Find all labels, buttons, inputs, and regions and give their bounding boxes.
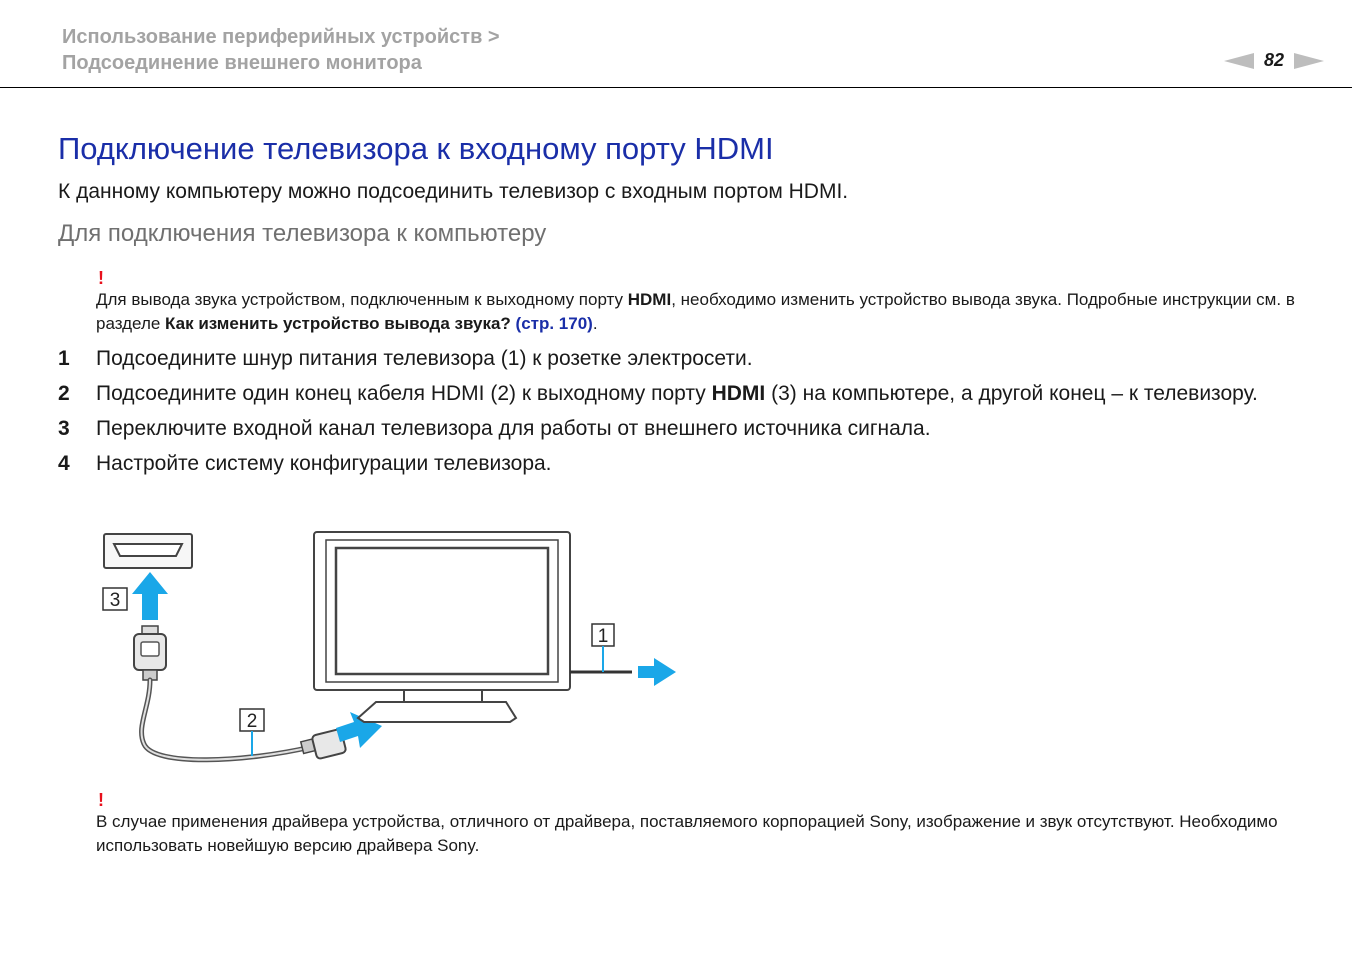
- page-number: 82: [1263, 50, 1284, 70]
- note-audio: ! Для вывода звука устройством, подключенным к выходному порту HDMI, необходимо изменить устройство вывода звука. Подробные инструкции см. в разделе Как изменить устройство вывода звука? (стр. 170).: [96, 268, 1295, 333]
- hdmi-port-icon: [104, 534, 192, 568]
- svg-text:3: 3: [109, 590, 121, 611]
- intro-text: К данному компьютеру можно подсоединить телевизор с входным портом HDMI.: [58, 180, 849, 203]
- tv-connection-diagram: [96, 522, 696, 772]
- warning-icon: !: [98, 268, 104, 288]
- header-divider: [0, 87, 1352, 88]
- hdmi-plug-icon: [134, 626, 166, 680]
- list-item: 1 Подсоедините шнур питания телевизора (1) к розетке электросети.: [58, 347, 753, 370]
- svg-text:1: 1: [597, 626, 609, 647]
- hdmi-cable: [142, 680, 311, 760]
- section-subtitle: Для подключения телевизора к компьютеру: [58, 220, 547, 247]
- warning-icon: !: [98, 790, 104, 810]
- page-navigation: [1224, 50, 1324, 71]
- callout-3: [103, 588, 127, 611]
- next-page-icon[interactable]: [1294, 53, 1324, 69]
- note-driver: ! В случае применения драйвера устройства, отличного от драйвера, поставляемого корпорацией Sony, изображение и звук отсутствуют. Необходимо использовать новейшую версию драйвера Sony.: [96, 788, 1296, 858]
- breadcrumb-current: Подсоединение внешнего монитора: [62, 52, 422, 74]
- breadcrumb-parent[interactable]: Использование периферийных устройств >: [62, 26, 500, 48]
- breadcrumb: [62, 24, 500, 76]
- list-item: 3 Переключите входной канал телевизора для работы от внешнего источника сигнала.: [58, 417, 931, 440]
- outlet-arrow-icon: [638, 658, 676, 686]
- list-item: 2 Подсоедините один конец кабеля HDMI (2) к выходному порту HDMI (3) на компьютере, а другой конец – к телевизору.: [58, 382, 1258, 405]
- tv-icon: [314, 532, 570, 722]
- svg-text:2: 2: [246, 711, 258, 732]
- steps-list: [58, 344, 1288, 484]
- page-title: Подключение телевизора к входному порту HDMI: [58, 131, 774, 166]
- callout-1: [592, 624, 614, 672]
- previous-page-icon[interactable]: [1224, 53, 1254, 69]
- up-arrow-icon: [132, 572, 168, 620]
- callout-2: [240, 709, 264, 756]
- page-reference-link[interactable]: (стр. 170): [515, 314, 593, 333]
- list-item: 4 Настройте систему конфигурации телевизора.: [58, 452, 552, 475]
